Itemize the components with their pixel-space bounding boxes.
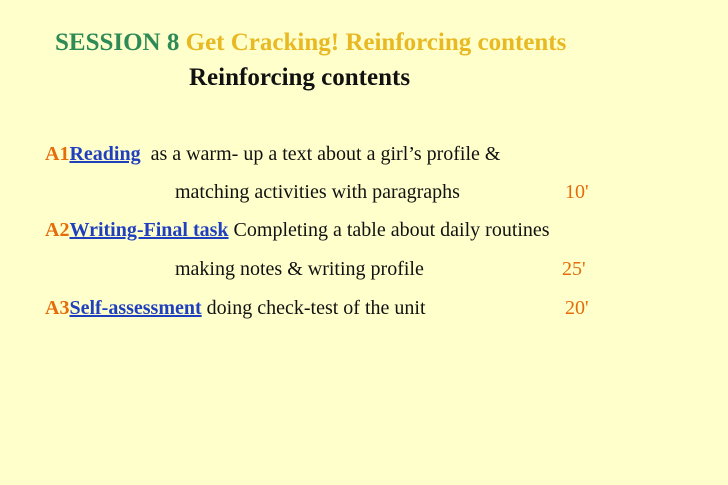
activity-link-self-assessment[interactable]: Self-assessment	[69, 297, 202, 319]
activity-description: doing check-test of the unit	[206, 297, 426, 319]
activity-code: A2	[45, 219, 70, 241]
activity-a1-line1	[45, 142, 500, 166]
activity-code: A3	[45, 297, 70, 319]
activity-description: Completing a table about daily routines	[233, 219, 550, 241]
session-topic: Get Cracking! Reinforcing contents	[185, 29, 567, 56]
session-label: SESSION 8	[55, 29, 180, 56]
activity-description: making notes & writing profile	[175, 258, 424, 280]
activity-link-reading[interactable]: Reading	[69, 143, 141, 165]
slide-subtitle: Reinforcing contents	[189, 64, 411, 91]
activity-description: as a warm- up a text about a girl’s profile &	[150, 143, 501, 165]
activity-description: matching activities with paragraphs	[175, 181, 460, 203]
activity-a2-line1	[45, 218, 550, 242]
activity-code: A1	[45, 143, 70, 165]
slide-title	[55, 28, 566, 58]
activity-duration: 20'	[565, 297, 589, 319]
activity-a1-line2	[175, 180, 460, 204]
activity-a3-line1	[45, 296, 426, 320]
activity-duration: 25'	[562, 258, 586, 280]
activity-duration: 10'	[565, 181, 589, 203]
activity-link-writing[interactable]: Writing-Final task	[69, 219, 229, 241]
activity-a2-line2	[175, 257, 424, 281]
